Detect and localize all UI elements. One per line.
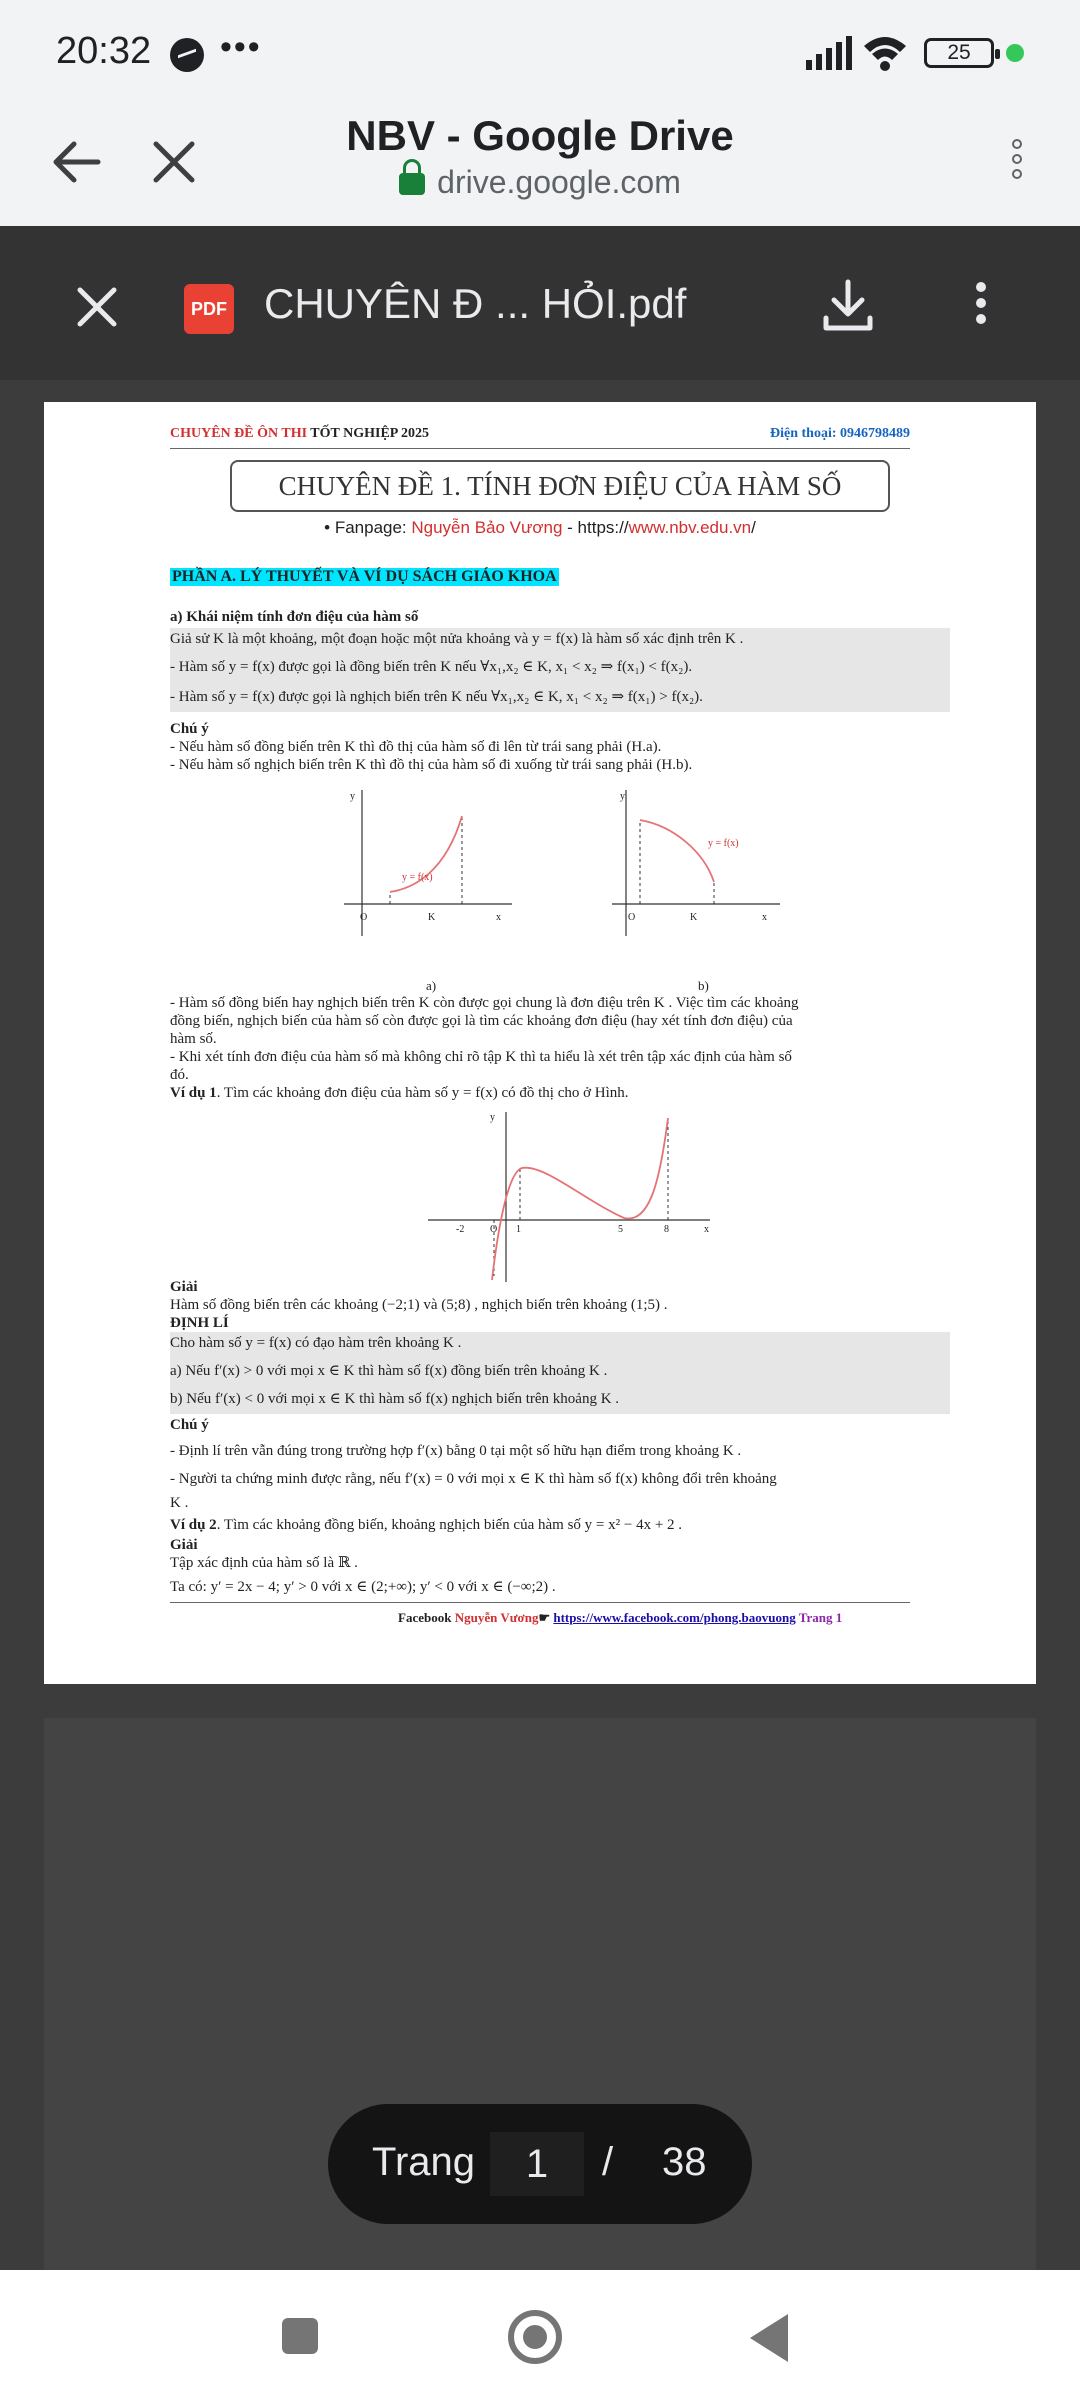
graph-b-caption: b) — [698, 978, 709, 993]
graph-origin-label: O — [628, 912, 636, 923]
graph-tick-label: 8 — [664, 1224, 669, 1235]
pdf-footer — [398, 1608, 842, 1627]
page-indicator-label: Trang — [372, 2140, 476, 2184]
pdf-page-1[interactable] — [44, 402, 1036, 1684]
graph-k-label: K — [690, 912, 698, 923]
browser-toolbar — [0, 110, 1080, 226]
page-indicator — [328, 2104, 752, 2224]
footer-rule — [170, 1602, 910, 1603]
graph-x-label: x — [762, 912, 767, 923]
theorem-line: Cho hàm số y = f(x) có đạo hàm trên khoảng K . — [170, 1335, 462, 1351]
back-arrow-icon[interactable] — [44, 130, 108, 194]
graph-cubic — [424, 1108, 714, 1284]
messenger-icon — [170, 38, 204, 72]
download-icon[interactable] — [820, 276, 876, 336]
example-label: Ví dụ 2 — [170, 1517, 217, 1533]
theorem-line: b) Nếu f′(x) < 0 với mọi x ∈ K thì hàm số f(x) nghịch biến trên khoảng K . — [170, 1391, 620, 1407]
graph-tick-label: 5 — [618, 1224, 623, 1235]
file-name: CHUYÊN Đ ... HỎI.pdf — [264, 280, 687, 327]
graph-y-label: y — [620, 791, 625, 802]
paragraph-line: đồng biến, nghịch biến của hàm số còn được gọi là tìm các khoảng đơn điệu (hay xét tính đơn điệu) của — [170, 1013, 793, 1029]
note-line: - Nếu hàm số nghịch biến trên K thì đồ thị của hàm số đi xuống từ trái sang phải (H.b). — [170, 757, 693, 773]
paragraph-line: - Hàm số đồng biến hay nghịch biến trên K còn được gọi chung là đơn điệu trên K . Việc tìm các khoảng — [170, 995, 799, 1011]
header-left-red: CHUYÊN ĐỀ ÔN THI — [170, 426, 308, 441]
solution-title: Giải — [170, 1537, 198, 1553]
footer-hand-icon: ☛ — [538, 1610, 554, 1625]
browser-menu-button[interactable] — [1002, 134, 1032, 194]
close-icon[interactable] — [144, 132, 204, 192]
topic-title: CHUYÊN ĐỀ 1. TÍNH ĐƠN ĐIỆU CỦA HÀM SỐ — [230, 460, 890, 512]
graph-fx-label: y = f(x) — [708, 838, 739, 849]
graph-tick-label: O — [490, 1224, 498, 1235]
graph-x-label: x — [496, 912, 501, 923]
section-a-heading: PHẦN A. LÝ THUYẾT VÀ VÍ DỤ SÁCH GIÁO KHOA — [172, 568, 557, 585]
wifi-icon — [862, 34, 908, 72]
solution-line: Ta có: y′ = 2x − 4; y′ > 0 với x ∈ (2;+∞); y′ < 0 với x ∈ (−∞;2) . — [170, 1579, 556, 1595]
graph-a-caption: a) — [426, 978, 437, 993]
note-line: - Nếu hàm số đồng biến trên K thì đồ thị của hàm số đi lên từ trái sang phải (H.a). — [170, 739, 662, 755]
example-2-line — [170, 1516, 682, 1535]
subsection-heading: a) Khái niệm tính đơn điệu của hàm số — [170, 609, 419, 625]
page-title: NBV - Google Drive — [346, 112, 734, 159]
paragraph-line: đó. — [170, 1067, 189, 1083]
status-time: 20:32 — [56, 30, 152, 72]
current-page-input[interactable]: 1 — [490, 2132, 584, 2196]
footer-link[interactable]: https://www.facebook.com/phong.baovuong — [553, 1610, 796, 1625]
footer-facebook: Facebook — [398, 1610, 455, 1625]
solution-line: Tập xác định của hàm số là ℝ . — [170, 1555, 358, 1571]
system-nav-bar — [0, 2270, 1080, 2400]
page-separator: / — [602, 2140, 614, 2184]
dot-icon — [976, 298, 986, 308]
dot-icon — [1012, 139, 1022, 149]
recents-icon[interactable] — [282, 2318, 318, 2354]
graph-origin-label: O — [360, 912, 368, 923]
close-viewer-icon[interactable] — [70, 280, 124, 334]
header-left-black: TỐT NGHIỆP 2025 — [307, 426, 430, 441]
battery-icon: 25 — [924, 38, 994, 68]
footer-page: Trang 1 — [795, 1610, 843, 1625]
graph-y-label: y — [350, 791, 355, 802]
example-text: . Tìm các khoảng đồng biến, khoảng nghịch biến của hàm số y = x² − 4x + 2 . — [216, 1517, 683, 1533]
paragraph-line: - Khi xét tính đơn điệu của hàm số mà không chỉ rõ tập K thì ta hiểu là xét trên tập xác định của hàm số — [170, 1049, 792, 1065]
solution-line: Hàm số đồng biến trên các khoảng (−2;1) và (5;8) , nghịch biến trên khoảng (1;5) . — [170, 1297, 668, 1313]
graph-fx-label: y = f(x) — [402, 872, 433, 883]
viewer-header — [0, 226, 1080, 380]
fanpage-name: Nguyễn Bảo Vương — [411, 518, 563, 537]
paragraph-line: hàm số. — [170, 1031, 217, 1047]
solution-title: Giải — [170, 1279, 198, 1295]
theorem-line: a) Nếu f′(x) > 0 với mọi x ∈ K thì hàm số f(x) đồng biến trên khoảng K . — [170, 1363, 608, 1379]
fanpage-line — [170, 518, 910, 538]
theorem-title: ĐỊNH LÍ — [170, 1315, 229, 1331]
dot-icon — [976, 314, 986, 324]
pdf-viewer — [0, 226, 1080, 2270]
dot-icon — [1012, 154, 1022, 164]
graph-k-label: K — [428, 912, 436, 923]
status-bar — [0, 0, 1080, 110]
graph-tick-label: -2 — [456, 1224, 465, 1235]
example-label: Ví dụ 1 — [170, 1085, 217, 1101]
example-text: . Tìm các khoảng đơn điệu của hàm số y = f(x) có đồ thị cho ở Hình. — [216, 1085, 629, 1101]
definition-line: - Hàm số y = f(x) được gọi là đồng biến trên K nếu ∀x₁,x₂ ∈ K, x₁ < x₂ ⇒ f(x₁) < f(x₂). — [170, 659, 693, 675]
viewer-menu-button[interactable] — [966, 276, 996, 336]
fanpage-link-suffix: / — [751, 518, 756, 537]
graph-x-label: x — [704, 1224, 709, 1235]
lock-icon[interactable] — [399, 173, 425, 195]
note-title: Chú ý — [170, 721, 209, 737]
privacy-indicator-dot — [1006, 44, 1024, 62]
more-notifications-icon: ••• — [220, 28, 262, 66]
signal-icon — [804, 36, 852, 70]
graph-tick-label: 1 — [516, 1224, 521, 1235]
pdf-running-header — [170, 426, 910, 442]
note-title: Chú ý — [170, 1417, 209, 1433]
pdf-file-icon: PDF — [184, 284, 234, 334]
fanpage-prefix: • Fanpage: — [324, 518, 412, 537]
note-line: K . — [170, 1495, 189, 1511]
graph-y-label: y — [490, 1112, 495, 1123]
note-line: - Định lí trên vẫn đúng trong trường hợp f′(x) bằng 0 tại một số hữu hạn điểm trong khoảng K . — [170, 1443, 742, 1459]
header-phone: Điện thoại: 0946798489 — [770, 426, 910, 441]
fanpage-link: www.nbv.edu.vn — [628, 518, 752, 537]
definition-line: - Hàm số y = f(x) được gọi là nghịch biến trên K nếu ∀x₁,x₂ ∈ K, x₁ < x₂ ⇒ f(x₁) > f(x₂). — [170, 689, 703, 705]
dot-icon — [976, 282, 986, 292]
header-rule — [170, 448, 910, 449]
dot-icon — [1012, 169, 1022, 179]
total-pages: 38 — [662, 2140, 707, 2184]
note-line: - Người ta chứng minh được rằng, nếu f′(x) = 0 với mọi x ∈ K thì hàm số f(x) không đổi trên khoảng — [170, 1471, 777, 1487]
home-icon[interactable] — [508, 2310, 562, 2364]
example-1-line — [170, 1084, 629, 1103]
page-url[interactable] — [240, 164, 840, 201]
back-triangle-icon[interactable] — [750, 2314, 788, 2362]
definition-line: Giả sử K là một khoảng, một đoạn hoặc một nửa khoảng và y = f(x) là hàm số xác định trên K . — [170, 631, 744, 647]
fanpage-link-prefix: - https:// — [562, 518, 629, 537]
footer-name: Nguyễn Vương — [454, 1610, 539, 1625]
url-text: drive.google.com — [437, 164, 681, 200]
